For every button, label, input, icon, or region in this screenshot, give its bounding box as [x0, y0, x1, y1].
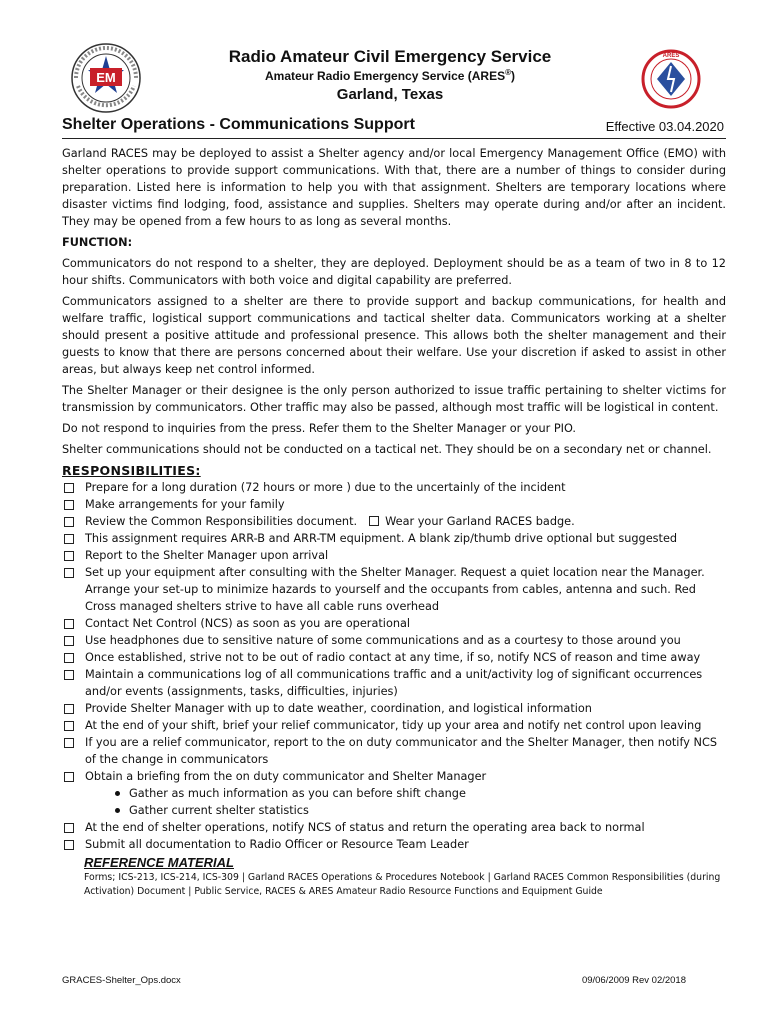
- bullet-item: Gather as much information as you can before shift change: [62, 785, 726, 802]
- footer-revision: 09/06/2009 Rev 02/2018: [581, 975, 686, 986]
- checkbox-icon[interactable]: [369, 516, 379, 526]
- checkbox-icon[interactable]: [64, 568, 74, 578]
- checkbox-icon[interactable]: [64, 500, 74, 510]
- checklist-item: Once established, strive not to be out of radio contact at any time, if so, notify NCS of reason and time away: [62, 649, 726, 666]
- checklist-item: Maintain a communications log of all communications traffic and a unit/activity log of significant occurrences and/or events (assignments, tasks, difficulties, injuries): [62, 666, 726, 700]
- function-paragraph: Do not respond to inquiries from the press. Refer them to the Shelter Manager or your PIO.: [62, 422, 577, 435]
- effective-date: Effective 03.04.2020: [605, 119, 724, 134]
- checklist-item: Provide Shelter Manager with up to date weather, coordination, and logistical information: [62, 700, 726, 717]
- checklist-item: Review the Common Responsibilities document. Wear your Garland RACES badge.: [62, 513, 726, 530]
- checklist-item: Make arrangements for your family: [62, 496, 726, 513]
- ares-logo: [641, 48, 701, 110]
- responsibilities-list: [62, 479, 726, 785]
- checkbox-icon[interactable]: [64, 823, 74, 833]
- checklist-item: Use headphones due to sensitive nature of some communications and as a courtesy to those around you: [62, 632, 726, 649]
- checklist-item: Set up your equipment after consulting with the Shelter Manager. Request a quiet location near the Manager. Arrange your set-up to minimize hazards to yourself and the occupants from cables, antenna and such. Red Cross managed shelters strive to have all cable runs overhead: [62, 564, 726, 615]
- intro-paragraph: Garland RACES may be deployed to assist a Shelter agency and/or local Emergency Management Office (EMO) with shelter operations to provide support communications. With that, there are a number of things to consider during preparation. Listed here is information to help you with that assignment. Shelters are temporary locations where disaster victims find lodging, food, assistance and supplies. Shelters may operate during and/or after an incident. They may be opened from a few hours to as long as several months.: [62, 147, 726, 228]
- function-paragraph: Shelter communications should not be conducted on a tactical net. They should be on a secondary net or channel.: [62, 443, 712, 456]
- checkbox-icon[interactable]: [64, 517, 74, 527]
- checkbox-icon[interactable]: [64, 772, 74, 782]
- checklist-item: If you are a relief communicator, report to the on duty communicator and the Shelter Manager, then notify NCS of the change in communicators: [62, 734, 726, 768]
- footer-filename: GRACES-Shelter_Ops.docx: [62, 975, 181, 986]
- checkbox-icon[interactable]: [64, 483, 74, 493]
- races-seal-logo: [70, 42, 142, 114]
- checklist-item: This assignment requires ARR-B and ARR-TM equipment. A blank zip/thumb drive optional but suggested: [62, 530, 726, 547]
- document-body: [62, 145, 726, 899]
- checkbox-icon[interactable]: [64, 670, 74, 680]
- document-title: Shelter Operations - Communications Support: [62, 116, 415, 133]
- checklist-item: Contact Net Control (NCS) as soon as you are operational: [62, 615, 726, 632]
- bullet-item: Gather current shelter statistics: [62, 802, 726, 819]
- checklist-item: Report to the Shelter Manager upon arrival: [62, 547, 726, 564]
- bullet-icon: [115, 808, 120, 813]
- bullet-icon: [115, 791, 120, 796]
- svg-text:EM: EM: [96, 70, 116, 85]
- inline-check-label: Wear your Garland RACES badge.: [385, 515, 575, 528]
- reference-text: Forms; ICS-213, ICS-214, ICS-309 | Garland RACES Operations & Procedures Notebook | Garland RACES Common Responsibilities (during Activation) Document | Public Service, RACES & ARES Amateur Radio Resource Functions and Equipment Guide: [84, 872, 721, 897]
- checklist-item: Obtain a briefing from the on duty communicator and Shelter Manager: [62, 768, 726, 785]
- checkbox-icon[interactable]: [64, 738, 74, 748]
- checklist-item: Submit all documentation to Radio Officer or Resource Team Leader: [62, 836, 726, 853]
- function-paragraph: The Shelter Manager or their designee is the only person authorized to issue traffic pertaining to shelter victims for transmission by communicators. Other traffic may also be passed, although most traffic will be logistical in content.: [62, 384, 726, 414]
- checkbox-icon[interactable]: [64, 840, 74, 850]
- function-paragraph: Communicators assigned to a shelter are there to provide support and backup communications, for health and welfare traffic, logistical support communications and tactical shelter data. Communicators working at a shelter should present a positive attitude and professional presence. This allows both the shelter management and their guests to know that there are persons concerned about their welfare. Use your discretion if asked to assist in other areas, but always keep net control informed.: [62, 295, 726, 376]
- org-location: Garland, Texas: [336, 86, 444, 103]
- org-subtitle: Amateur Radio Emergency Service (ARES®): [265, 68, 515, 83]
- function-heading: FUNCTION:: [62, 236, 133, 249]
- checkbox-icon[interactable]: [64, 653, 74, 663]
- checkbox-icon[interactable]: [64, 619, 74, 629]
- responsibilities-list-end: [62, 819, 726, 853]
- checklist-item: At the end of your shift, brief your relief communicator, tidy up your area and notify net control upon leaving: [62, 717, 726, 734]
- checkbox-icon[interactable]: [64, 534, 74, 544]
- reference-heading: REFERENCE MATERIAL: [84, 855, 234, 870]
- org-name: Radio Amateur Civil Emergency Service: [228, 47, 552, 66]
- checklist-item: At the end of shelter operations, notify NCS of status and return the operating area back to normal: [62, 819, 726, 836]
- title-row: [62, 116, 726, 139]
- checklist-item: Prepare for a long duration (72 hours or more ) due to the uncertainly of the incident: [62, 479, 726, 496]
- checkbox-icon[interactable]: [64, 636, 74, 646]
- svg-text:ARES: ARES: [662, 53, 680, 59]
- briefing-bullets: [62, 785, 726, 819]
- function-paragraph: Communicators do not respond to a shelter, they are deployed. Deployment should be as a team of two in 8 to 12 hour shifts. Communicators with both voice and digital capability are preferred.: [62, 257, 726, 287]
- checkbox-icon[interactable]: [64, 704, 74, 714]
- responsibilities-heading: RESPONSIBILITIES:: [62, 463, 201, 478]
- checkbox-icon[interactable]: [64, 551, 74, 561]
- checkbox-icon[interactable]: [64, 721, 74, 731]
